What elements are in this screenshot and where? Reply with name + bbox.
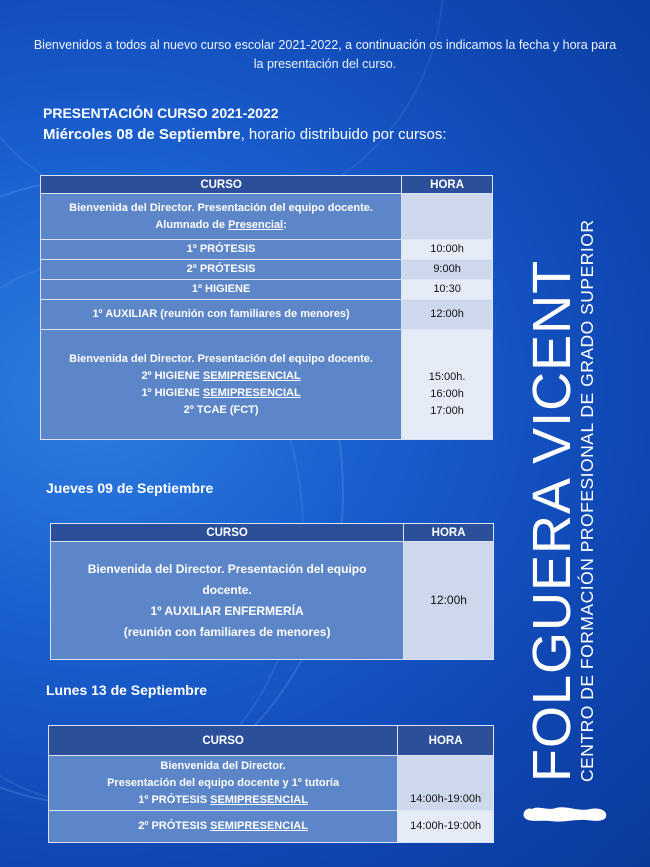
semipresencial-link[interactable]: SEMIPRESENCIAL — [202, 369, 301, 382]
curso-cell: 1º PRÓTESIS — [41, 240, 402, 260]
table-row — [51, 542, 494, 660]
curso-cell — [49, 811, 398, 843]
curso-cell — [51, 542, 404, 660]
hora-cell: 10:00h — [402, 240, 493, 260]
curso-cell: 1º AUXILIAR (reunión con familiares de menores) — [41, 300, 402, 330]
welcome-line: Bienvenida del Director. Presentación del equipo docente. — [69, 201, 373, 214]
course-prefix: 1º PRÓTESIS — [138, 793, 211, 806]
header-curso: CURSO — [41, 176, 402, 194]
brand-logo-icon — [520, 803, 610, 825]
course-prefix: 2º PRÓTESIS — [138, 820, 211, 832]
brand-name: FOLGUERA VICENT — [522, 259, 582, 782]
hora-line: 17:00h — [430, 405, 464, 417]
table-row — [41, 330, 493, 440]
header-curso: CURSO — [51, 524, 404, 542]
welcome-cell — [41, 194, 402, 240]
hora-cell: 14:00h-19:00h — [398, 811, 494, 843]
table-header-row — [51, 524, 494, 542]
hora-cell: 9:00h — [402, 260, 493, 280]
header-hora: HORA — [404, 524, 494, 542]
table-header-row — [49, 726, 494, 756]
welcome-line: docente. — [202, 582, 252, 597]
welcome-line: Presentación del equipo docente y 1º tutoría — [107, 776, 340, 789]
course-line: 2º TCAE (FCT) — [183, 403, 259, 416]
hora-line: 16:00h — [430, 388, 464, 400]
schedule-table-wednesday — [40, 175, 493, 440]
brand-rotated — [522, 219, 597, 782]
audience-suffix: : — [283, 218, 287, 231]
first-day-note: , horario distribuido por cursos: — [240, 126, 447, 143]
hora-cell: 12:00h — [402, 300, 493, 330]
day2-heading: Jueves 09 de Septiembre — [46, 480, 214, 496]
table-header-row — [41, 176, 493, 194]
course-line — [49, 792, 397, 809]
curso-cell — [49, 756, 398, 811]
intro-text: Bienvenidos a todos al nuevo curso escolar 2021-2022, a continuación os indicamos la fecha y hora para la presentación del curso. — [33, 38, 617, 71]
curso-cell: 2º PRÓTESIS — [41, 260, 402, 280]
course-prefix: 1º HIGIENE — [141, 386, 203, 399]
first-day-heading — [43, 126, 447, 143]
schedule-table-thursday — [50, 523, 494, 660]
note-line: (reunión con familiares de menores) — [123, 624, 331, 639]
course-line — [41, 368, 401, 385]
course-line: 1º AUXILIAR ENFERMERÍA — [150, 603, 304, 618]
semipresencial-link[interactable]: SEMIPRESENCIAL — [202, 386, 301, 399]
day3-heading: Lunes 13 de Septiembre — [46, 682, 208, 698]
hora-cell: 12:00h — [404, 542, 494, 660]
welcome-line: Bienvenida del Director. Presentación del equipo — [87, 561, 367, 576]
hora-line: 15:00h. — [428, 371, 466, 383]
table-row — [41, 194, 493, 240]
presencial-link[interactable]: Presencial — [228, 218, 284, 231]
curso-cell: 1º HIGIENE — [41, 280, 402, 300]
table-row — [41, 260, 493, 280]
table-row — [41, 240, 493, 260]
welcome-line: Bienvenida del Director. Presentación del equipo docente. — [69, 352, 373, 365]
semipresencial-block-cell — [41, 330, 402, 440]
brand-tagline: CENTRO DE FORMACIÓN PROFESIONAL DE GRADO SUPERIOR — [577, 219, 597, 782]
hora-cell: 10:30 — [402, 280, 493, 300]
first-day-date: Miércoles 08 de Septiembre — [43, 126, 241, 143]
welcome-line: Bienvenida del Director. — [160, 759, 286, 772]
semipresencial-link[interactable]: SEMIPRESENCIAL — [210, 820, 308, 832]
table-row — [41, 300, 493, 330]
header-curso: CURSO — [49, 726, 398, 756]
audience-line — [41, 217, 401, 234]
page-title: PRESENTACIÓN CURSO 2021-2022 — [43, 105, 279, 121]
schedule-table-monday — [48, 725, 494, 843]
course-line — [41, 385, 401, 402]
semipresencial-link[interactable]: SEMIPRESENCIAL — [210, 793, 308, 806]
table-row — [49, 811, 494, 843]
audience-prefix: Alumnado de — [155, 218, 229, 231]
course-prefix: 2º HIGIENE — [141, 369, 203, 382]
header-hora: HORA — [398, 726, 494, 756]
hora-block-cell — [402, 330, 493, 440]
table-row — [41, 280, 493, 300]
header-hora: HORA — [402, 176, 493, 194]
hora-cell: 14:00h-19:00h — [398, 756, 494, 811]
table-row — [49, 756, 494, 811]
hora-cell-empty — [402, 194, 493, 240]
